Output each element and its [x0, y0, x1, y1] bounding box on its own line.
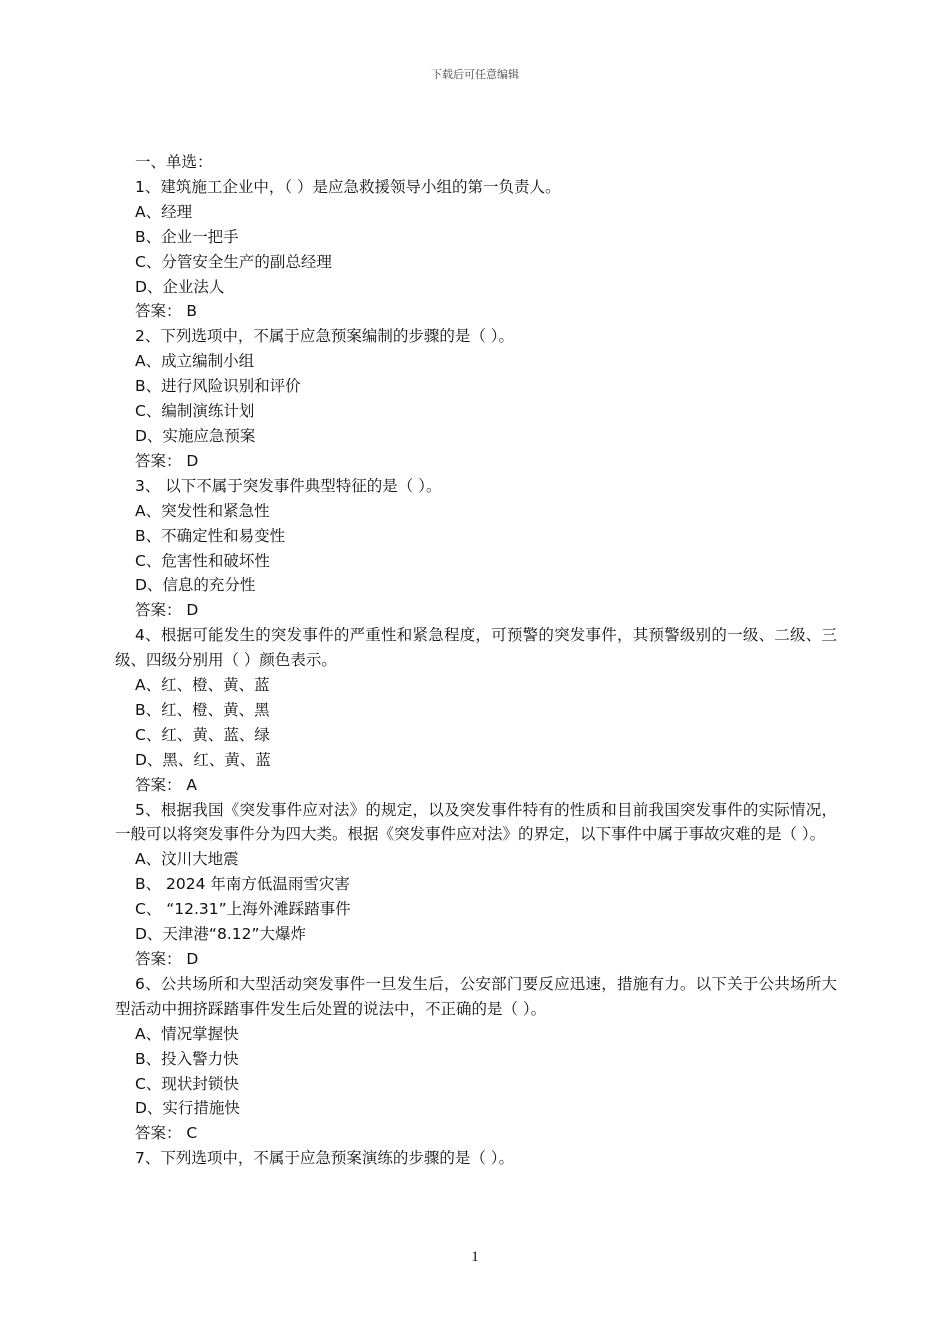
answer-key: 答案： D — [135, 451, 199, 470]
answer-key: 答案： D — [135, 601, 199, 620]
answer-option: D、信息的充分性 — [135, 576, 256, 595]
answer-option: B、进行风险识别和评价 — [135, 377, 301, 396]
document-body — [115, 150, 837, 1171]
answer-option: C、现状封锁快 — [135, 1074, 239, 1093]
answer-key: 答案： C — [135, 1124, 198, 1143]
answer-option: B、投入警力快 — [135, 1049, 239, 1068]
answer-option: A、成立编制小组 — [135, 352, 255, 371]
answer-option: A、情况掌握快 — [135, 1024, 239, 1043]
answer-option: C、分管安全生产的副总经理 — [135, 252, 332, 271]
answer-option: D、实行措施快 — [135, 1099, 240, 1118]
answer-option: C、危害性和破坏性 — [135, 551, 270, 570]
answer-key: 答案： D — [135, 950, 199, 968]
answer-option: B、企业一把手 — [135, 227, 239, 246]
question-stem: 6、公共场所和大型活动突发事件一旦发生后，公安部门要反应迅速，措施有力。以下关于公共场所大型活动中拥挤踩踏事件发生后处置的说法中，不正确的是（ ）。 — [115, 974, 837, 1018]
answer-option: A、汶川大地震 — [135, 850, 239, 869]
question-stem: 5、根据我国《突发事件应对法》的规定，以及突发事件特有的性质和目前我国突发事件的实际情况，一般可以将突发事件分为四大类。根据《突发事件应对法》的界定，以下事件中属于事故灾难的是（ ）。 — [115, 800, 837, 844]
answer-option: A、经理 — [135, 202, 193, 221]
answer-key: 答案： A — [135, 775, 198, 794]
answer-option: A、突发性和紧急性 — [135, 501, 270, 520]
answer-option: B、不确定性和易变性 — [135, 526, 286, 545]
page-number: 1 — [471, 1249, 479, 1265]
answer-option: C、编制演练计划 — [135, 402, 255, 421]
question-stem: 2、下列选项中，不属于应急预案编制的步骤的是（ ）。 — [135, 327, 515, 346]
answer-option: C、红、黄、蓝、绿 — [135, 725, 270, 744]
answer-key: 答案： B — [135, 302, 198, 321]
answer-option: B、红、橙、黄、黑 — [135, 700, 270, 719]
answer-option: D、企业法人 — [135, 277, 225, 296]
answer-option: A、红、橙、黄、蓝 — [135, 676, 270, 695]
question-stem: 7、下列选项中，不属于应急预案演练的步骤的是（ ）。 — [135, 1149, 515, 1168]
section-title: 一、单选： — [135, 153, 213, 171]
answer-option: D、天津港“8.12”大爆炸 — [135, 925, 307, 944]
answer-option: C、 “12.31”上海外滩踩踏事件 — [135, 900, 351, 919]
page-header: 下载后可任意编辑 — [431, 68, 519, 81]
question-stem: 4、根据可能发生的突发事件的严重性和紧急程度，可预警的突发事件，其预警级别的一级、二级、三级、四级分别用（ ）颜色表示。 — [115, 626, 837, 670]
question-stem: 3、 以下不属于突发事件典型特征的是（ ）。 — [135, 476, 442, 495]
answer-option: B、 2024 年南方低温雨雪灾害 — [135, 875, 350, 894]
answer-option: D、黑、红、黄、蓝 — [135, 750, 271, 769]
answer-option: D、实施应急预案 — [135, 426, 256, 445]
question-stem: 1、建筑施工企业中，（ ）是应急救援领导小组的第一负责人。 — [135, 177, 561, 196]
